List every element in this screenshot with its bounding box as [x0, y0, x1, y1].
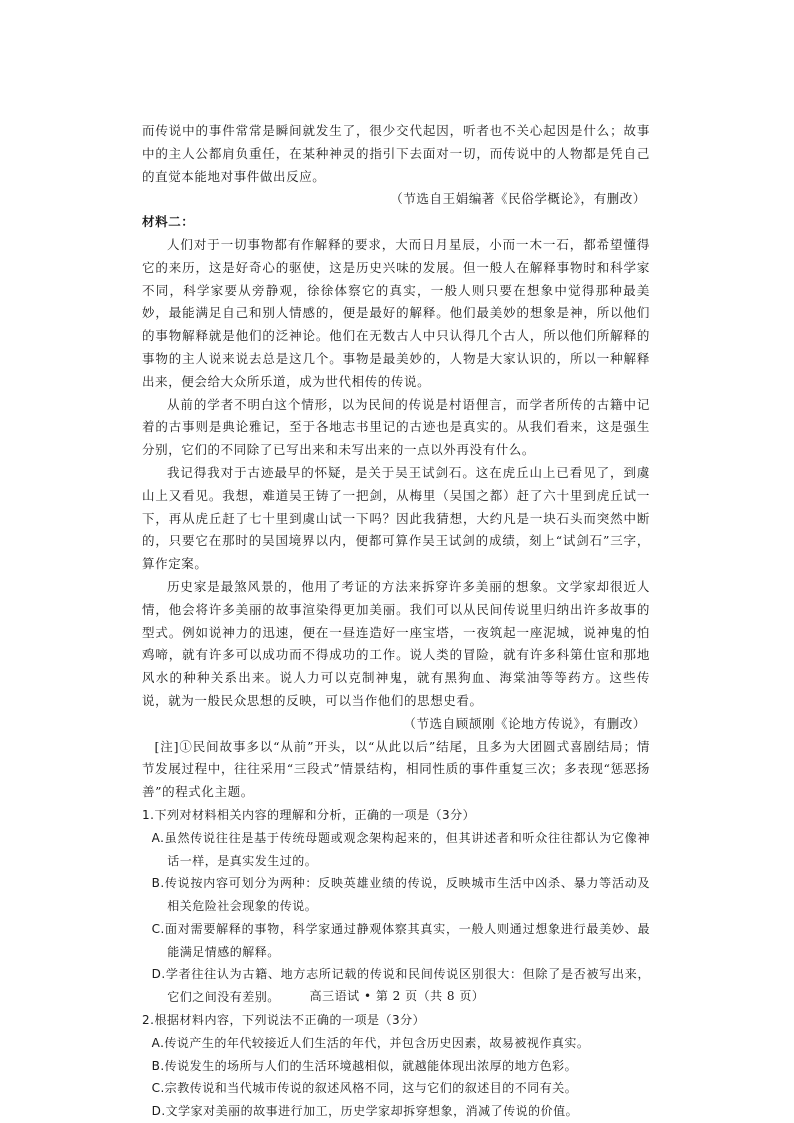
- question-1-option-d: D.学者往往认为古籍、地方志所记载的传说和民间传说区别很大：但除了是否被写出来，它们之间没有差别。: [151, 967, 650, 1005]
- question-1-option-a: A.虽然传说往往是基于传统母题或观念架构起来的，但其讲述者和听众往往都认为它像神话一样，是真实发生过的。: [151, 830, 650, 868]
- footnote: [注]①民间故事多以“从前”开头，以“从此以后”结尾，且多为大团圆式喜剧结局；情节发展过程中，往往采用“三段式”情景结构，相同性质的事件重复三次；多表现“惩恶扬善”的程式化主题。: [142, 738, 650, 800]
- material-2-paragraph-2: 从前的学者不明白这个情形，以为民间的传说是村语俚言，而学者所传的古籍中记着的古事则是典论雅记，至于各地志书里记的古迹也是真实的。从我们看来，这是强生分别，它们的不同除了已写出来和未写出来的一点以外再没有什么。: [142, 396, 650, 458]
- page-footer: 高三语试 • 第 2 页（共 8 页）: [309, 989, 485, 1003]
- question-1-option-b: B.传说按内容可划分为两种：反映英雄业绩的传说，反映城市生活中凶杀、暴力等活动及相关危险社会现象的传说。: [151, 876, 650, 914]
- question-2-option-d: D.文学家对美丽的故事进行加工，历史学家却拆穿想象，消减了传说的价值。: [151, 1104, 579, 1119]
- material-2-paragraph-1: 人们对于一切事物都有作解释的要求，大而日月星辰，小而一木一石，都希望懂得它的来历，这是好奇心的驱使，这是历史兴味的发展。但一般人在解释事物时和科学家不同，科学家要从旁静观，徐徐体察它的真实，一般人则只要在想象中觉得那种最美妙，最能满足自己和别人情感的，便是最好的解释。他们最美妙的想象是神，所以他们的事物解释就是他们的泛神论。他们在无数古人中只认得几个古人，所以他们所解释的事物的主人说来说去总是这几个。事物是最美妙的，人物是大家认识的，所以一种解释出来，便会给大众所乐道，成为世代相传的传说。: [142, 236, 650, 389]
- source-citation-2: （节选自顾颉刚《论地方传说》，有删改）: [403, 715, 646, 731]
- question-1-stem: 1.下列对材料相关内容的理解和分析，正确的一项是（3分）: [142, 807, 476, 822]
- question-1-option-c: C.面对需要解释的事物，科学家通过静观体察其真实，一般人则通过想象进行最美妙、最能满足情感的解释。: [151, 921, 650, 959]
- material-2-paragraph-4: 历史家是最煞风景的，他用了考证的方法来拆穿许多美丽的想象。文学家却很近人情，他会将许多美丽的故事渲染得更加美丽。我们可以从民间传说里归纳出许多故事的型式。例如说神力的迅速，便在一昼连造好一座宝塔，一夜筑起一座泥城，说神鬼的怕鸡啼，就有许多可以成功而不得成功的工作。说人类的冒险，就有许多科第仕宦和那地风水的种种关系出来。说人力可以克制神鬼，就有黑狗血、海棠油等等药方。这些传说，就为一般民众思想的反映，可以当作他们的思想史看。: [142, 578, 650, 708]
- source-citation-1: （节选自王娟编著《民俗学概论》，有删改）: [390, 191, 646, 207]
- question-2-stem: 2.根据材料内容，下列说法不正确的一项是（3分）: [142, 1013, 426, 1028]
- material-2-paragraph-3: 我记得我对于古迹最早的怀疑，是关于吴王试剑石。这在虎丘山上已看见了，到虞山上又看见。我想，难道吴王铸了一把剑，从梅里（吴国之都）赶了六十里到虎丘试一下，再从虎丘赶了七十里到虞山试一下吗？因此我猜想，大约凡是一块石头而突然中断的，只要它在那时的吴国境界以内，便都可算作吴王试剑的成绩，刻上“试剑石”三字，算作定案。: [142, 464, 650, 572]
- question-2-option-b: B.传说发生的场所与人们的生活环境越相似，就越能体现出浓厚的地方色彩。: [151, 1058, 578, 1073]
- intro-paragraph: 而传说中的事件常常是瞬间就发生了，很少交代起因，听者也不关心起因是什么；故事中的主人公都肩负重任，在某种神灵的指引下去面对一切，而传说中的人物都是凭自己的直觉本能地对事件做出反应。: [142, 123, 650, 184]
- material-2-heading: 材料二：: [142, 214, 195, 230]
- question-2-option-c: C.宗教传说和当代城市传说的叙述风格不同，这与它们的叙述目的不同有关。: [151, 1081, 578, 1096]
- question-2-option-a: A.传说产生的年代较接近人们生活的年代，并包含历史因素，故易被视作真实。: [151, 1035, 590, 1050]
